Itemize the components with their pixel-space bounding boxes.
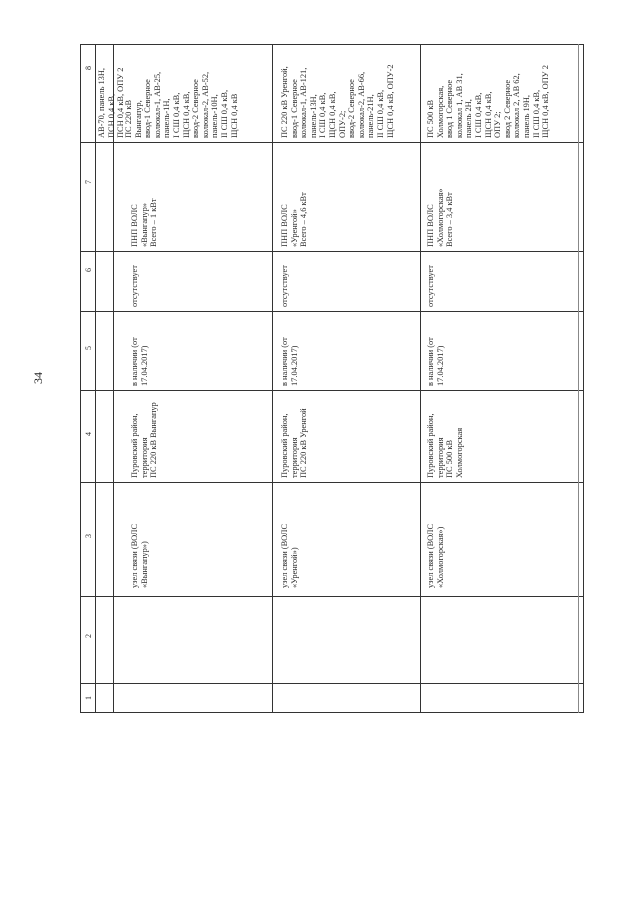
col-separator-1-2 bbox=[80, 683, 583, 684]
header-separator bbox=[95, 44, 96, 713]
row2-col5: в наличии (от 17.04.2017) bbox=[280, 337, 299, 386]
row2-col6: отсутствует bbox=[280, 265, 289, 307]
row-separator-1 bbox=[272, 44, 273, 713]
row1-col3: узел связи (ВОЛС «Вынгапур») bbox=[130, 523, 149, 588]
row2-col8: ПС 220 кВ Уренгой, ввод-1 Северное колюкал-1, АВ-121, панель-13Н, I СШ 0,4 кВ, ЩСН 0,4 кВ, ОПУ-2; ввод-2 Северное колюкал-2, АВ-66, панель-21Н, II СШ 0,4 кВ, ЩСН 0,4 кВ, ОПУ-2 bbox=[280, 64, 395, 138]
carryover-col8: АВ-70, панель 13Н, ПСН 0,4 кВ, ПСН 0,4 кВ, ОПУ 2 bbox=[97, 67, 126, 138]
row-separator-2 bbox=[420, 44, 421, 713]
row2-col4: Пуровский район, территория ПС 220 кВ Уренгой bbox=[280, 408, 309, 478]
row1-col5: в наличии (от 17.04.2017) bbox=[130, 337, 149, 386]
row1-col6: отсутствует bbox=[130, 265, 139, 307]
row1-col4: Пуровский район, территория ПС 220 кВ Вынгапур bbox=[130, 402, 159, 478]
col-separator-5-6 bbox=[80, 311, 583, 312]
row3-col4: Пуровский район, территория ПС 500 кВ Холмогорская bbox=[426, 413, 464, 478]
header-col-4: 4 bbox=[84, 432, 93, 436]
header-col-5: 5 bbox=[84, 346, 93, 350]
table-top-border bbox=[80, 44, 583, 45]
col-separator-3-4 bbox=[80, 482, 583, 483]
table-left-border bbox=[80, 44, 81, 713]
header-col-3: 3 bbox=[84, 534, 93, 538]
row2-col7: ПНП ВОЛС «Уренгой» Всего – 4,6 кВт bbox=[280, 192, 309, 247]
row1-col7: ПНП ВОЛС «Вынгапур» Всего – 1 кВт bbox=[130, 198, 159, 247]
header-col-7: 7 bbox=[84, 180, 93, 184]
header-col-8: 8 bbox=[84, 66, 93, 70]
row3-col6: отсутствует bbox=[426, 265, 435, 307]
row-separator-carryover bbox=[113, 44, 114, 713]
row3-col8: ПС 500 кВ Холмогорская, ввод 1 Северное колюкал 1, АВ 31, панель 2Н, I СШ 0,4 кВ, ЩСН 0,4 кВ, ОПУ 2; ввод 2 Северное колюкал 2, АВ 62, панель 19Н, II СШ 0,4 кВ, ЩСН 0,4 кВ, ОПУ 2 bbox=[426, 65, 551, 138]
header-col-1: 1 bbox=[84, 696, 93, 700]
page-number: 34 bbox=[31, 372, 45, 384]
header-col-2: 2 bbox=[84, 634, 93, 638]
col-separator-4-5 bbox=[80, 390, 583, 391]
row3-col5: в наличии (от 17.04.2017) bbox=[426, 337, 445, 386]
col-separator-2-3 bbox=[80, 596, 583, 597]
table-right-border bbox=[583, 44, 584, 713]
header-col-6: 6 bbox=[84, 268, 93, 272]
row2-col3: узел связи (ВОЛС «Уренгой») bbox=[280, 523, 299, 588]
table-bottom-border bbox=[80, 712, 583, 713]
row3-col3: узел связи (ВОЛС «Холмогорская») bbox=[426, 523, 445, 588]
row1-col8: ПС 220 кВ Вынгапур, ввод-1 Северное колюкал-1, АВ-25, панель-1Н, I СШ 0,4 кВ, ЩСН 0,4 кВ, ввод-2 Северное колюкал-2, АВ-52, панель-10Н, II СШ 0,4 кВ, ЩСН 0,4 кВ bbox=[124, 71, 239, 138]
col-separator-6-7 bbox=[80, 251, 583, 252]
row-separator-3 bbox=[578, 44, 579, 713]
col-separator-7-8 bbox=[80, 142, 583, 143]
row3-col7: ПНП ВОЛС «Холмогорская» Всего – 3,4 кВт bbox=[426, 188, 455, 247]
